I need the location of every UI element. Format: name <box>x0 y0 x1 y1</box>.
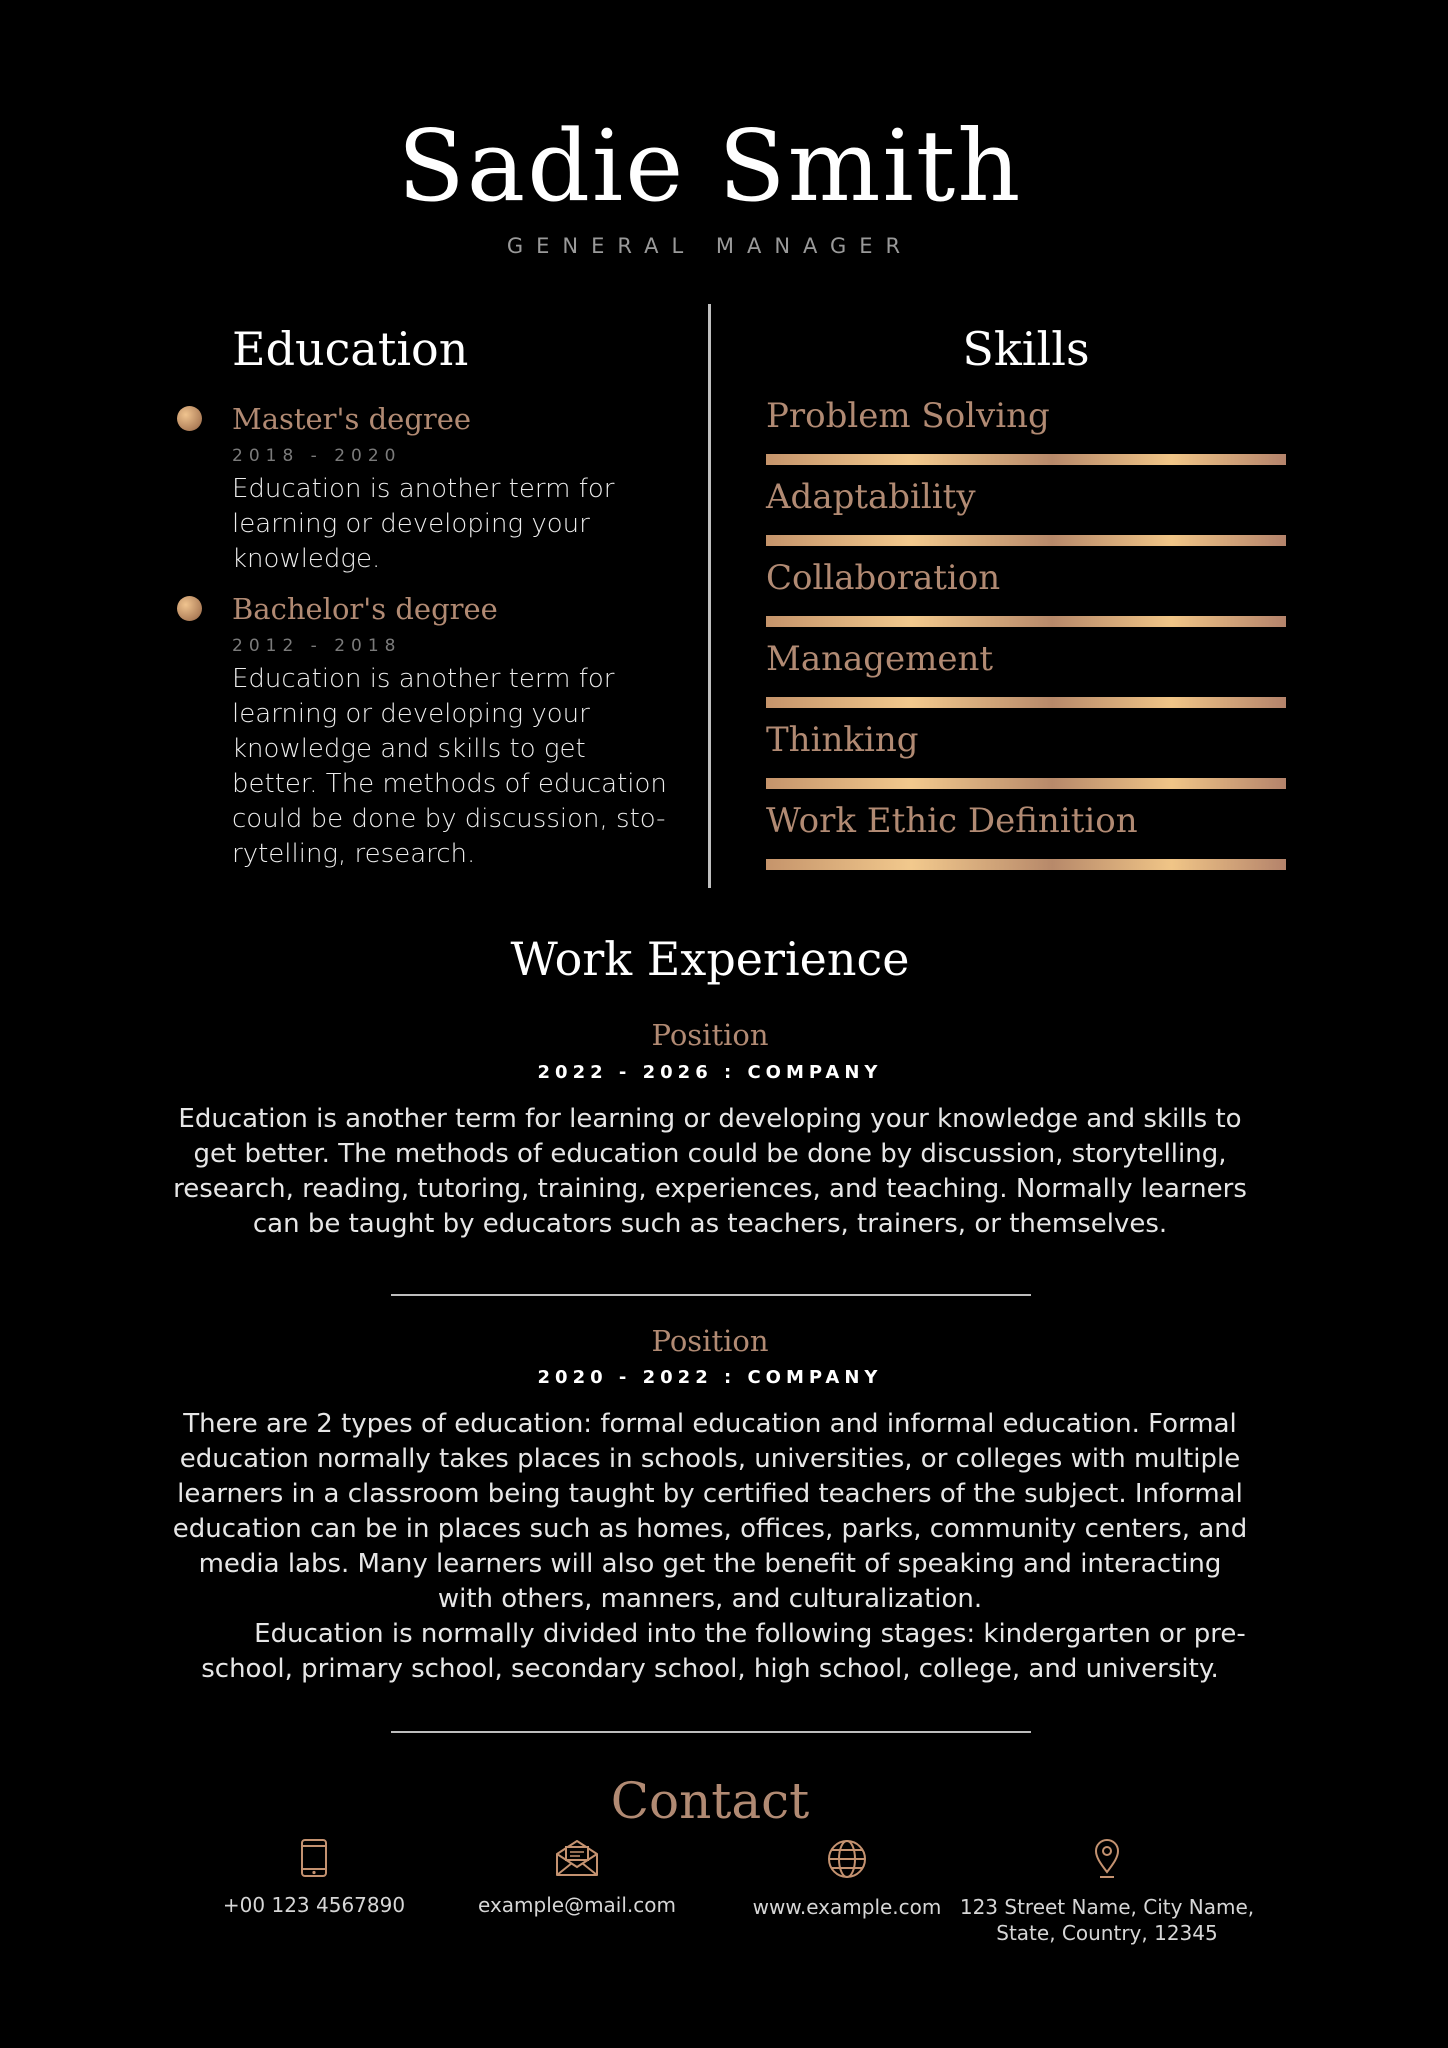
job-position: Position <box>651 1324 769 1358</box>
skills-heading: Skills <box>962 322 1090 376</box>
contact-heading: Contact <box>610 1772 810 1830</box>
education-years: 2018 - 2020 <box>232 446 402 466</box>
skill-label: Thinking <box>766 720 919 760</box>
job-dates: 2022 - 2026 : COMPANY <box>537 1062 883 1083</box>
job-position: Position <box>651 1018 769 1052</box>
phone-number: +00 123 4567890 <box>222 1893 406 1917</box>
skill-bar <box>766 697 1286 708</box>
phone-icon <box>299 1838 329 1878</box>
contact-address[interactable] <box>957 1838 1257 1946</box>
skill-bar <box>766 535 1286 546</box>
address-line-1: 123 Street Name, City Name, <box>959 1895 1255 1919</box>
skill-item <box>766 801 1286 870</box>
website-url: www.example.com <box>752 1895 942 1919</box>
column-divider <box>708 304 711 888</box>
job-description-continued: Education is normally divided into the following stages: kindergarten or pre-school, primary school, secondary school, high school, college, and university. <box>201 1619 1246 1684</box>
job-dates: 2020 - 2022 : COMPANY <box>537 1367 883 1388</box>
email-address: example@mail.com <box>477 1893 676 1917</box>
skill-bar <box>766 859 1286 870</box>
job-description: Education is another term for learning or developing your knowledge and skills to get better. The methods of education could be done by discussion, storytelling, research, reading, tutoring, training, experiences, and teaching. Normally learners can be taught by educators such as teachers, trainers, or themselves. <box>173 1104 1247 1239</box>
bullet-icon <box>177 596 202 621</box>
globe-icon <box>826 1838 868 1880</box>
education-degree: Master's degree <box>232 402 472 436</box>
education-item <box>232 402 672 577</box>
skill-item <box>766 558 1286 627</box>
contact-website[interactable] <box>697 1838 997 1920</box>
mail-icon <box>554 1838 600 1878</box>
skill-label: Adaptability <box>766 477 976 517</box>
work-experience-heading: Work Experience <box>510 932 910 986</box>
skill-item <box>766 396 1286 465</box>
job-description: There are 2 types of education: formal education and informal education. Formal education normally takes places in schools, universities, or colleges with multiple learners in a classroom being taught by certified teachers of the subject. Informal education can be in places such as homes, offices, parks, community centers, and media labs. Many learners will also get the benefit of speaking and interacting with others, manners, and culturalization. <box>172 1409 1248 1614</box>
address <box>957 1894 1257 1946</box>
skill-item <box>766 477 1286 546</box>
skill-item <box>766 639 1286 708</box>
skill-label: Management <box>766 639 994 679</box>
address-line-2: State, Country, 12345 <box>996 1921 1218 1945</box>
bullet-icon <box>177 406 202 431</box>
contact-email[interactable] <box>427 1838 727 1918</box>
location-pin-icon <box>1092 1838 1122 1880</box>
skill-bar <box>766 616 1286 627</box>
skill-bar <box>766 454 1286 465</box>
section-divider <box>391 1294 1031 1296</box>
education-degree: Bachelor's degree <box>232 592 498 626</box>
contact-phone[interactable] <box>164 1838 464 1918</box>
education-description: Education is another term for learning or developing your knowledge. <box>232 474 615 574</box>
education-years: 2012 - 2018 <box>232 636 402 656</box>
section-divider <box>391 1731 1031 1733</box>
education-heading: Education <box>232 322 469 376</box>
skill-label: Collaboration <box>766 558 1001 598</box>
skill-label: Work Ethic Definition <box>766 801 1138 841</box>
skill-label: Problem Solving <box>766 396 1050 436</box>
resume-name: Sadie Smith <box>397 110 1023 224</box>
education-item <box>232 592 672 872</box>
job-title: GENERAL MANAGER <box>506 234 914 258</box>
education-description: Education is another term for learning or developing your knowledge and skills to get better. The methods of education could be done by discussion, sto-rytelling, research. <box>232 664 667 869</box>
skill-item <box>766 720 1286 789</box>
skill-bar <box>766 778 1286 789</box>
